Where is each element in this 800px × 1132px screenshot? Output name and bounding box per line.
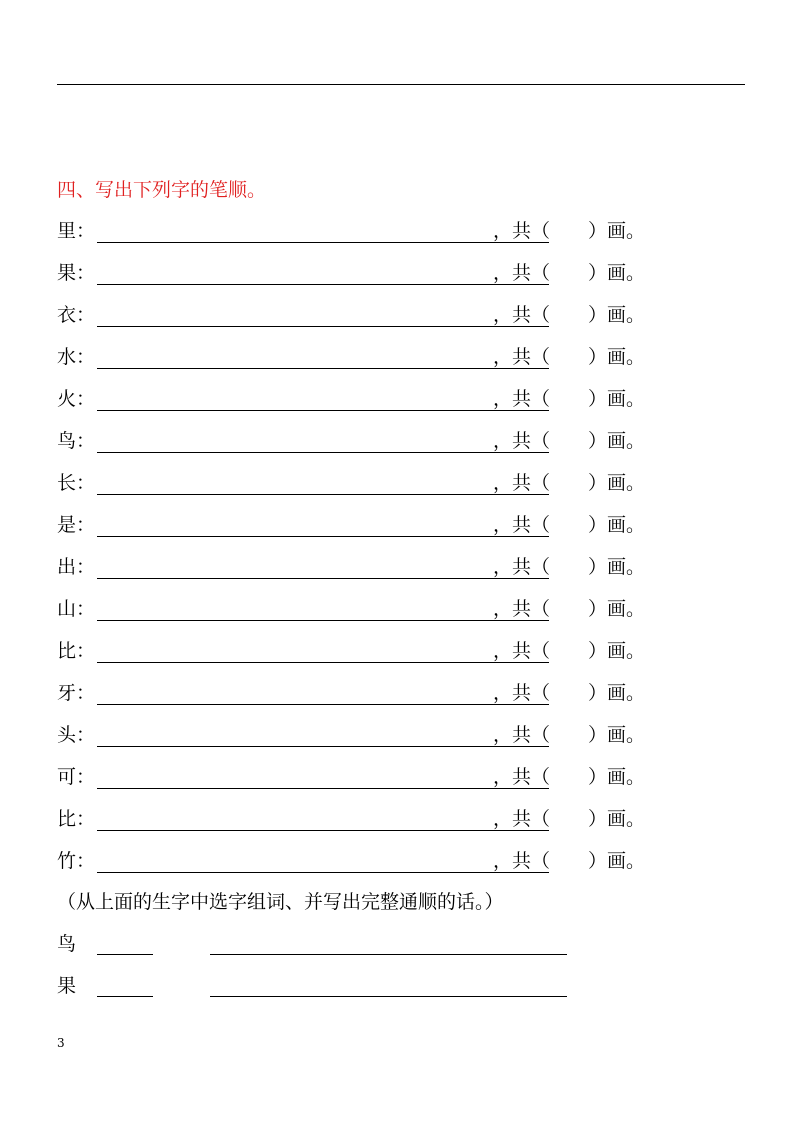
- stroke-answer-line[interactable]: [97, 830, 549, 831]
- character-label: 山：: [57, 598, 96, 620]
- exercise-character: 鸟: [57, 933, 77, 955]
- stroke-count-prompt: ，共（ ）画。: [493, 766, 646, 788]
- character-label: 里：: [57, 220, 96, 242]
- section-title: 四、写出下列字的笔顺。: [57, 179, 267, 201]
- stroke-answer-line[interactable]: [97, 704, 549, 705]
- stroke-order-row: [57, 217, 697, 245]
- character-label: 头：: [57, 724, 96, 746]
- stroke-count-prompt: ，共（ ）画。: [493, 556, 646, 578]
- stroke-answer-line[interactable]: [97, 662, 549, 663]
- stroke-order-row: [57, 637, 697, 665]
- stroke-order-row: [57, 301, 697, 329]
- stroke-order-row: [57, 469, 697, 497]
- stroke-answer-line[interactable]: [97, 452, 549, 453]
- stroke-order-row: [57, 427, 697, 455]
- stroke-count-prompt: ，共（ ）画。: [493, 598, 646, 620]
- stroke-order-row: [57, 385, 697, 413]
- stroke-order-row: [57, 595, 697, 623]
- stroke-answer-line[interactable]: [97, 536, 549, 537]
- stroke-order-row: [57, 679, 697, 707]
- stroke-count-prompt: ，共（ ）画。: [493, 724, 646, 746]
- character-label: 牙：: [57, 682, 96, 704]
- exercise-character: 果: [57, 975, 77, 997]
- stroke-order-row: [57, 721, 697, 749]
- stroke-count-prompt: ，共（ ）画。: [493, 430, 646, 452]
- stroke-count-prompt: ，共（ ）画。: [493, 472, 646, 494]
- header-rule: [57, 84, 745, 85]
- sentence-answer-line[interactable]: [210, 954, 567, 955]
- stroke-count-prompt: ，共（ ）画。: [493, 304, 646, 326]
- character-label: 比：: [57, 640, 96, 662]
- stroke-answer-line[interactable]: [97, 242, 549, 243]
- stroke-answer-line[interactable]: [97, 284, 549, 285]
- stroke-count-prompt: ，共（ ）画。: [493, 220, 646, 242]
- stroke-answer-line[interactable]: [97, 788, 549, 789]
- sentence-answer-line[interactable]: [210, 996, 567, 997]
- character-label: 可：: [57, 766, 96, 788]
- stroke-answer-line[interactable]: [97, 620, 549, 621]
- stroke-answer-line[interactable]: [97, 746, 549, 747]
- stroke-answer-line[interactable]: [97, 872, 549, 873]
- character-label: 比：: [57, 808, 96, 830]
- character-label: 果：: [57, 262, 96, 284]
- stroke-count-prompt: ，共（ ）画。: [493, 850, 646, 872]
- stroke-order-row: [57, 763, 697, 791]
- stroke-order-row: [57, 343, 697, 371]
- stroke-order-row: [57, 847, 697, 875]
- character-label: 鸟：: [57, 430, 96, 452]
- character-label: 出：: [57, 556, 96, 578]
- stroke-answer-line[interactable]: [97, 578, 549, 579]
- stroke-order-row: [57, 553, 697, 581]
- word-answer-line[interactable]: [97, 954, 153, 955]
- stroke-count-prompt: ，共（ ）画。: [493, 346, 646, 368]
- stroke-answer-line[interactable]: [97, 326, 549, 327]
- page-number: 3: [57, 1036, 65, 1050]
- stroke-order-row: [57, 259, 697, 287]
- character-label: 衣：: [57, 304, 96, 326]
- sentence-exercise-row: [57, 930, 577, 958]
- stroke-order-row: [57, 805, 697, 833]
- stroke-answer-line[interactable]: [97, 410, 549, 411]
- stroke-count-prompt: ，共（ ）画。: [493, 514, 646, 536]
- stroke-count-prompt: ，共（ ）画。: [493, 262, 646, 284]
- stroke-count-prompt: ，共（ ）画。: [493, 388, 646, 410]
- stroke-answer-line[interactable]: [97, 494, 549, 495]
- stroke-count-prompt: ，共（ ）画。: [493, 682, 646, 704]
- sentence-exercise-row: [57, 972, 577, 1000]
- stroke-answer-line[interactable]: [97, 368, 549, 369]
- instruction-text: （从上面的生字中选字组词、并写出完整通顺的话。）: [57, 891, 504, 913]
- word-answer-line[interactable]: [97, 996, 153, 997]
- character-label: 是：: [57, 514, 96, 536]
- character-label: 长：: [57, 472, 96, 494]
- stroke-order-row: [57, 511, 697, 539]
- character-label: 火：: [57, 388, 96, 410]
- stroke-count-prompt: ，共（ ）画。: [493, 640, 646, 662]
- character-label: 水：: [57, 346, 96, 368]
- stroke-count-prompt: ，共（ ）画。: [493, 808, 646, 830]
- character-label: 竹：: [57, 850, 96, 872]
